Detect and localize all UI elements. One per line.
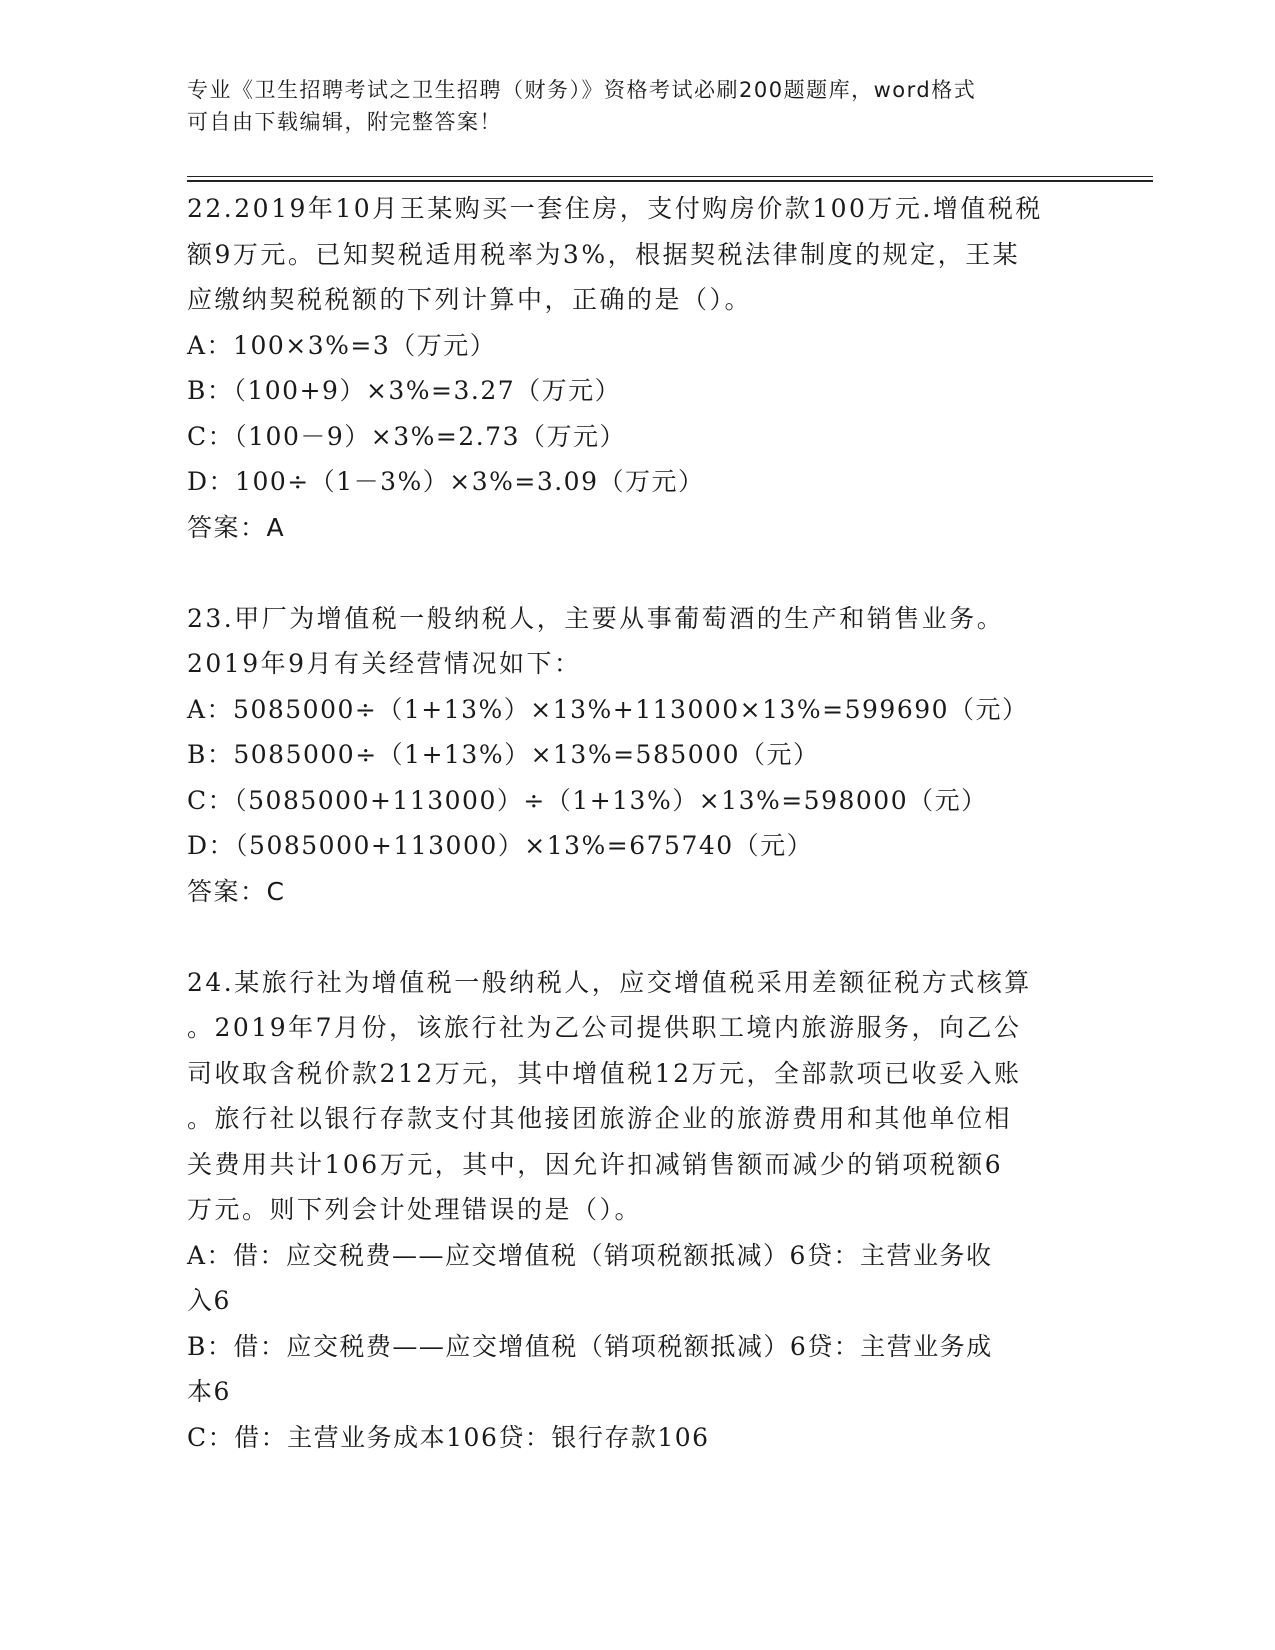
question-stem-line: 额9万元。已知契税适用税率为3%，根据契税法律制度的规定，王某	[187, 239, 1021, 269]
option-b: B：5085000÷（1+13%）×13%=585000（元）	[187, 740, 820, 769]
question-stem-line: 。旅行社以银行存款支付其他接团旅游企业的旅游费用和其他单位相	[187, 1104, 1013, 1133]
option-c: C：（5085000+113000）÷（1+13%）×13%=598000（元）	[187, 785, 988, 815]
option-b: B：借：应交税费——应交增值税（销项税额抵减）6贷：主营业务成	[187, 1331, 993, 1361]
question-stem-line: 司收取含税价款212万元，其中增值税12万元，全部款项已收妥入账	[187, 1058, 1022, 1088]
question-list	[187, 186, 1087, 1460]
option-c: C：（100－9）×3%=2.73（万元）	[187, 421, 626, 451]
answer-line: 答案：C	[187, 876, 286, 906]
question-stem-line: 24.某旅行社为增值税一般纳税人，应交增值税采用差额征税方式核算	[187, 967, 1032, 997]
question-24	[187, 960, 1087, 1461]
answer-line: 答案：A	[187, 512, 286, 542]
question-stem-line: 23.甲厂为增值税一般纳税人，主要从事葡萄酒的生产和销售业务。	[187, 603, 1005, 633]
document-header	[187, 74, 1067, 138]
option-a: A：100×3%=3（万元）	[187, 330, 497, 360]
question-stem-line: 22.2019年10月王某购买一套住房，支付购房价款100万元.增值税税	[187, 194, 1043, 223]
option-a: A：5085000÷（1+13%）×13%+113000×13%=599690（元）	[187, 694, 1029, 724]
question-23	[187, 596, 1087, 915]
option-b-continued: 本6	[187, 1377, 231, 1406]
question-stem-line: 2019年9月有关经营情况如下：	[187, 649, 582, 678]
option-b: B：（100+9）×3%=3.27（万元）	[187, 376, 622, 405]
question-stem-line: 。2019年7月份，该旅行社为乙公司提供职工境内旅游服务，向乙公	[187, 1013, 1022, 1042]
question-stem-line: 万元。则下列会计处理错误的是（）。	[187, 1195, 643, 1224]
question-22	[187, 186, 1087, 550]
option-d: D：（5085000+113000）×13%=675740（元）	[187, 831, 814, 860]
header-divider-thin	[187, 176, 1153, 177]
question-spacer	[187, 914, 1087, 960]
question-stem-line: 应缴纳契税税额的下列计算中，正确的是（）。	[187, 285, 753, 314]
question-stem-line: 关费用共计106万元，其中，因允许扣减销售额而减少的销项税额6	[187, 1149, 1004, 1179]
option-a-continued: 入6	[187, 1286, 231, 1315]
option-c: C：借：主营业务成本106贷：银行存款106	[187, 1422, 710, 1452]
header-line-2: 可自由下载编辑，附完整答案！	[187, 110, 502, 134]
option-a: A：借：应交税费——应交增值税（销项税额抵减）6贷：主营业务收	[187, 1240, 993, 1270]
header-divider-thick	[187, 180, 1153, 182]
question-spacer	[187, 550, 1087, 596]
header-line-1: 专业《卫生招聘考试之卫生招聘（财务）》资格考试必刷200题题库，word格式	[187, 78, 977, 102]
option-d: D：100÷（1－3%）×3%=3.09（万元）	[187, 467, 705, 496]
